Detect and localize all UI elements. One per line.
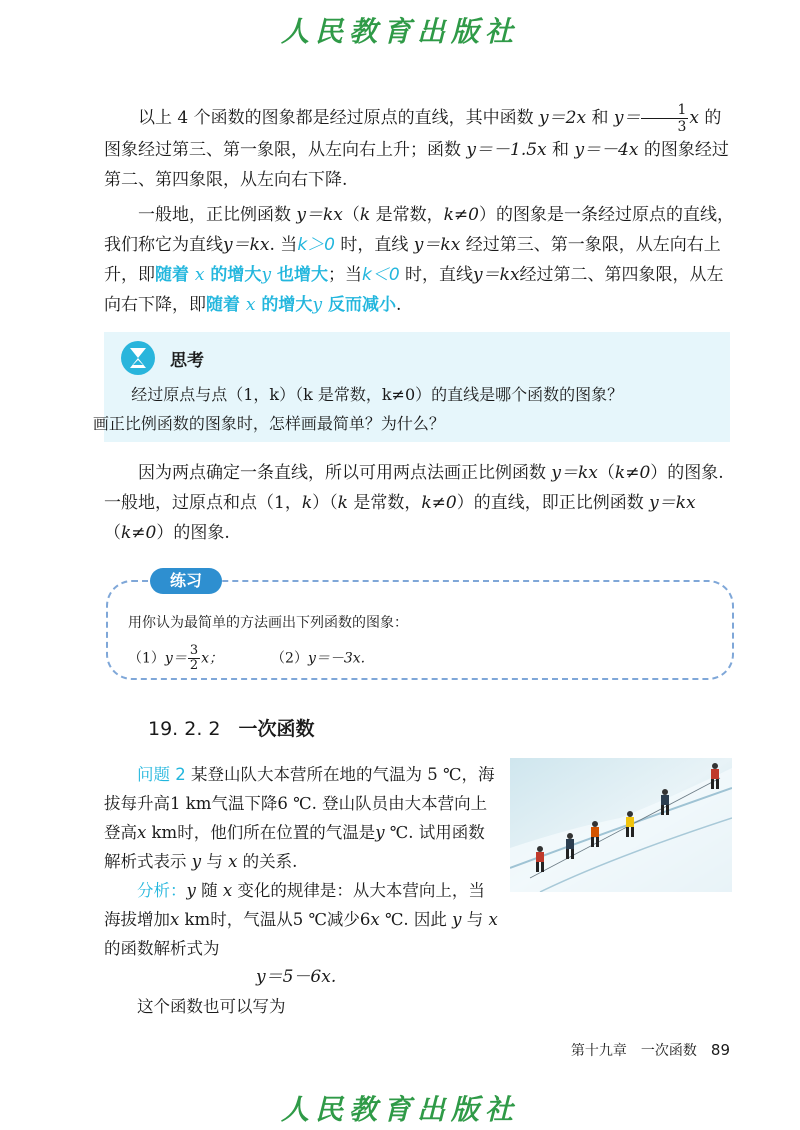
text: 是常数， (347, 493, 422, 513)
fraction (641, 102, 688, 135)
math: x (170, 910, 180, 929)
text: 时，直线 (399, 265, 474, 285)
problem-2 (104, 760, 498, 876)
math: x； (201, 650, 224, 667)
math: y＝kx (551, 463, 598, 483)
text: 与 (201, 852, 229, 871)
math: y＝kx (296, 205, 343, 225)
problem-tag: 问题 2 (137, 765, 186, 784)
text: ）的直线，即正比例函数 (456, 493, 650, 513)
math: y (261, 265, 272, 285)
numerator: 3 (189, 643, 199, 658)
math: y＝kx (473, 265, 520, 285)
text: 也增大 (271, 265, 328, 285)
text: 与 (461, 910, 489, 929)
math-highlight: k＜0 (361, 265, 400, 285)
practice-items (128, 644, 365, 673)
think-text (92, 380, 732, 438)
formula: y＝5－6x. (256, 967, 337, 987)
text: 因为两点确定一条直线，所以可用两点法画正比例函数 (138, 463, 552, 483)
chapter-label: 第十九章 一次函数 (570, 1043, 697, 1059)
math: x (689, 108, 699, 128)
text: ）的图象. 一般地，过原点和点（1， (104, 463, 724, 513)
item-label: （1） (128, 650, 165, 667)
math: y＝－4x (574, 140, 639, 160)
think-line: 画正比例函数的图象时，怎样画最简单？为什么？ (92, 414, 445, 433)
denominator: 3 (677, 119, 687, 135)
text: 某登山队大本营所在地的气温为 5 ℃，海拔每升高1 km气温下降6 ℃. 登山队员由大本营向上登高 (104, 765, 495, 842)
text: 和 (586, 108, 614, 128)
math: y＝ (164, 650, 187, 667)
text: 的图象经过第二、第四象限，从左向右下降. (104, 140, 729, 190)
text: 以上 4 个函数的图象都是经过原点的直线，其中函数 (138, 108, 540, 128)
math: y＝kx (413, 235, 461, 255)
math: y＝2x (539, 108, 587, 128)
text: 随着 (206, 295, 246, 315)
math: y (191, 852, 202, 871)
text: ）的图象. (156, 523, 230, 543)
math: x (137, 823, 147, 842)
denominator: 2 (189, 658, 199, 673)
text: 经过第二、第四象限，从左向右下降，即 (104, 265, 724, 315)
highlight-phrase-decrease (206, 295, 396, 315)
page-footer (571, 1040, 730, 1060)
section-heading (148, 714, 315, 741)
think-title: 思考 (170, 351, 204, 371)
math: y＝kx (223, 235, 270, 255)
fraction (188, 644, 200, 673)
text: 反而减小 (322, 295, 396, 315)
text: km时，他们所在位置的气温是 (146, 823, 376, 842)
math-highlight: k＞0 (297, 235, 335, 255)
analysis (104, 876, 498, 963)
math: x (245, 295, 256, 315)
math: y (186, 881, 196, 900)
hourglass-icon (120, 340, 156, 376)
text: ℃. 因此 (379, 910, 453, 929)
math: y＝－1.5x (466, 140, 547, 160)
math: k≠0 (614, 463, 651, 483)
text: 是常数， (370, 205, 444, 225)
paragraph-3 (104, 458, 734, 548)
paragraph-1 (104, 102, 734, 195)
text: 时，直线 (334, 235, 414, 255)
math: y＝ (613, 108, 641, 128)
text: 随着 (155, 265, 195, 285)
text: 一般地，正比例函数 (138, 205, 297, 225)
section-number: 19. 2. 2 (148, 718, 221, 740)
math: y (312, 295, 323, 315)
think-line: 经过原点与点（1，k）（k 是常数，k≠0）的直线是哪个函数的图象？ (131, 385, 624, 404)
math: x (194, 265, 205, 285)
text: 的增大 (255, 295, 313, 315)
text: ；当 (327, 265, 362, 285)
math: y＝kx (649, 493, 696, 513)
think-box (92, 332, 730, 442)
text: ）（ (312, 493, 338, 513)
practice-instruction: 用你认为最简单的方法画出下列函数的图象： (128, 615, 408, 631)
math: x (228, 852, 238, 871)
math: k (301, 493, 313, 513)
text: 和 (546, 140, 575, 160)
paragraph-2 (104, 200, 734, 320)
text: ℃. 试用函数解析式表示 (104, 823, 485, 871)
text: . (395, 295, 402, 315)
math: k≠0 (421, 493, 457, 513)
math: x (370, 910, 380, 929)
math: k≠0 (443, 205, 479, 225)
text: km时，气温从5 ℃减少6 (179, 910, 371, 929)
math: y＝－3x. (307, 650, 366, 667)
numerator: 1 (641, 102, 688, 119)
mountaineers-photo (510, 758, 732, 892)
math: x (222, 881, 233, 900)
analysis-tag: 分析： (137, 881, 187, 900)
text: 随 (195, 881, 223, 900)
text: 变化的规律是：从大本营向上，当海拔增加 (104, 881, 485, 929)
section-title: 一次函数 (238, 718, 315, 740)
item-label: （2） (271, 650, 308, 667)
practice-badge: 练习 (150, 568, 222, 594)
math: y (375, 823, 385, 842)
highlight-phrase-increase (155, 265, 328, 285)
last-line: 这个函数也可以写为 (137, 997, 286, 1016)
publisher-logo-top: 人民教育出版社 (280, 15, 519, 48)
math: x (488, 910, 498, 929)
text: 的增大 (204, 265, 262, 285)
text: （ (597, 463, 615, 483)
publisher-logo-bottom: 人民教育出版社 (280, 1093, 519, 1126)
text: ）的图象是一条经过原点的直线，我们称它为直线 (104, 205, 734, 255)
math: y (452, 910, 462, 929)
text: 的图象经过第三、第一象限，从左向右上升；函数 (104, 108, 722, 160)
math: k (359, 205, 371, 225)
text: （ (104, 523, 121, 543)
text: 的关系. (237, 852, 298, 871)
math: k (337, 493, 348, 513)
text: （ (342, 205, 360, 225)
page-number: 89 (710, 1041, 730, 1059)
text: 的函数解析式为 (104, 939, 220, 958)
text: 经过第三、第一象限，从左向右上升，即 (104, 235, 721, 285)
math: k≠0 (121, 523, 157, 543)
text: . 当 (269, 235, 298, 255)
